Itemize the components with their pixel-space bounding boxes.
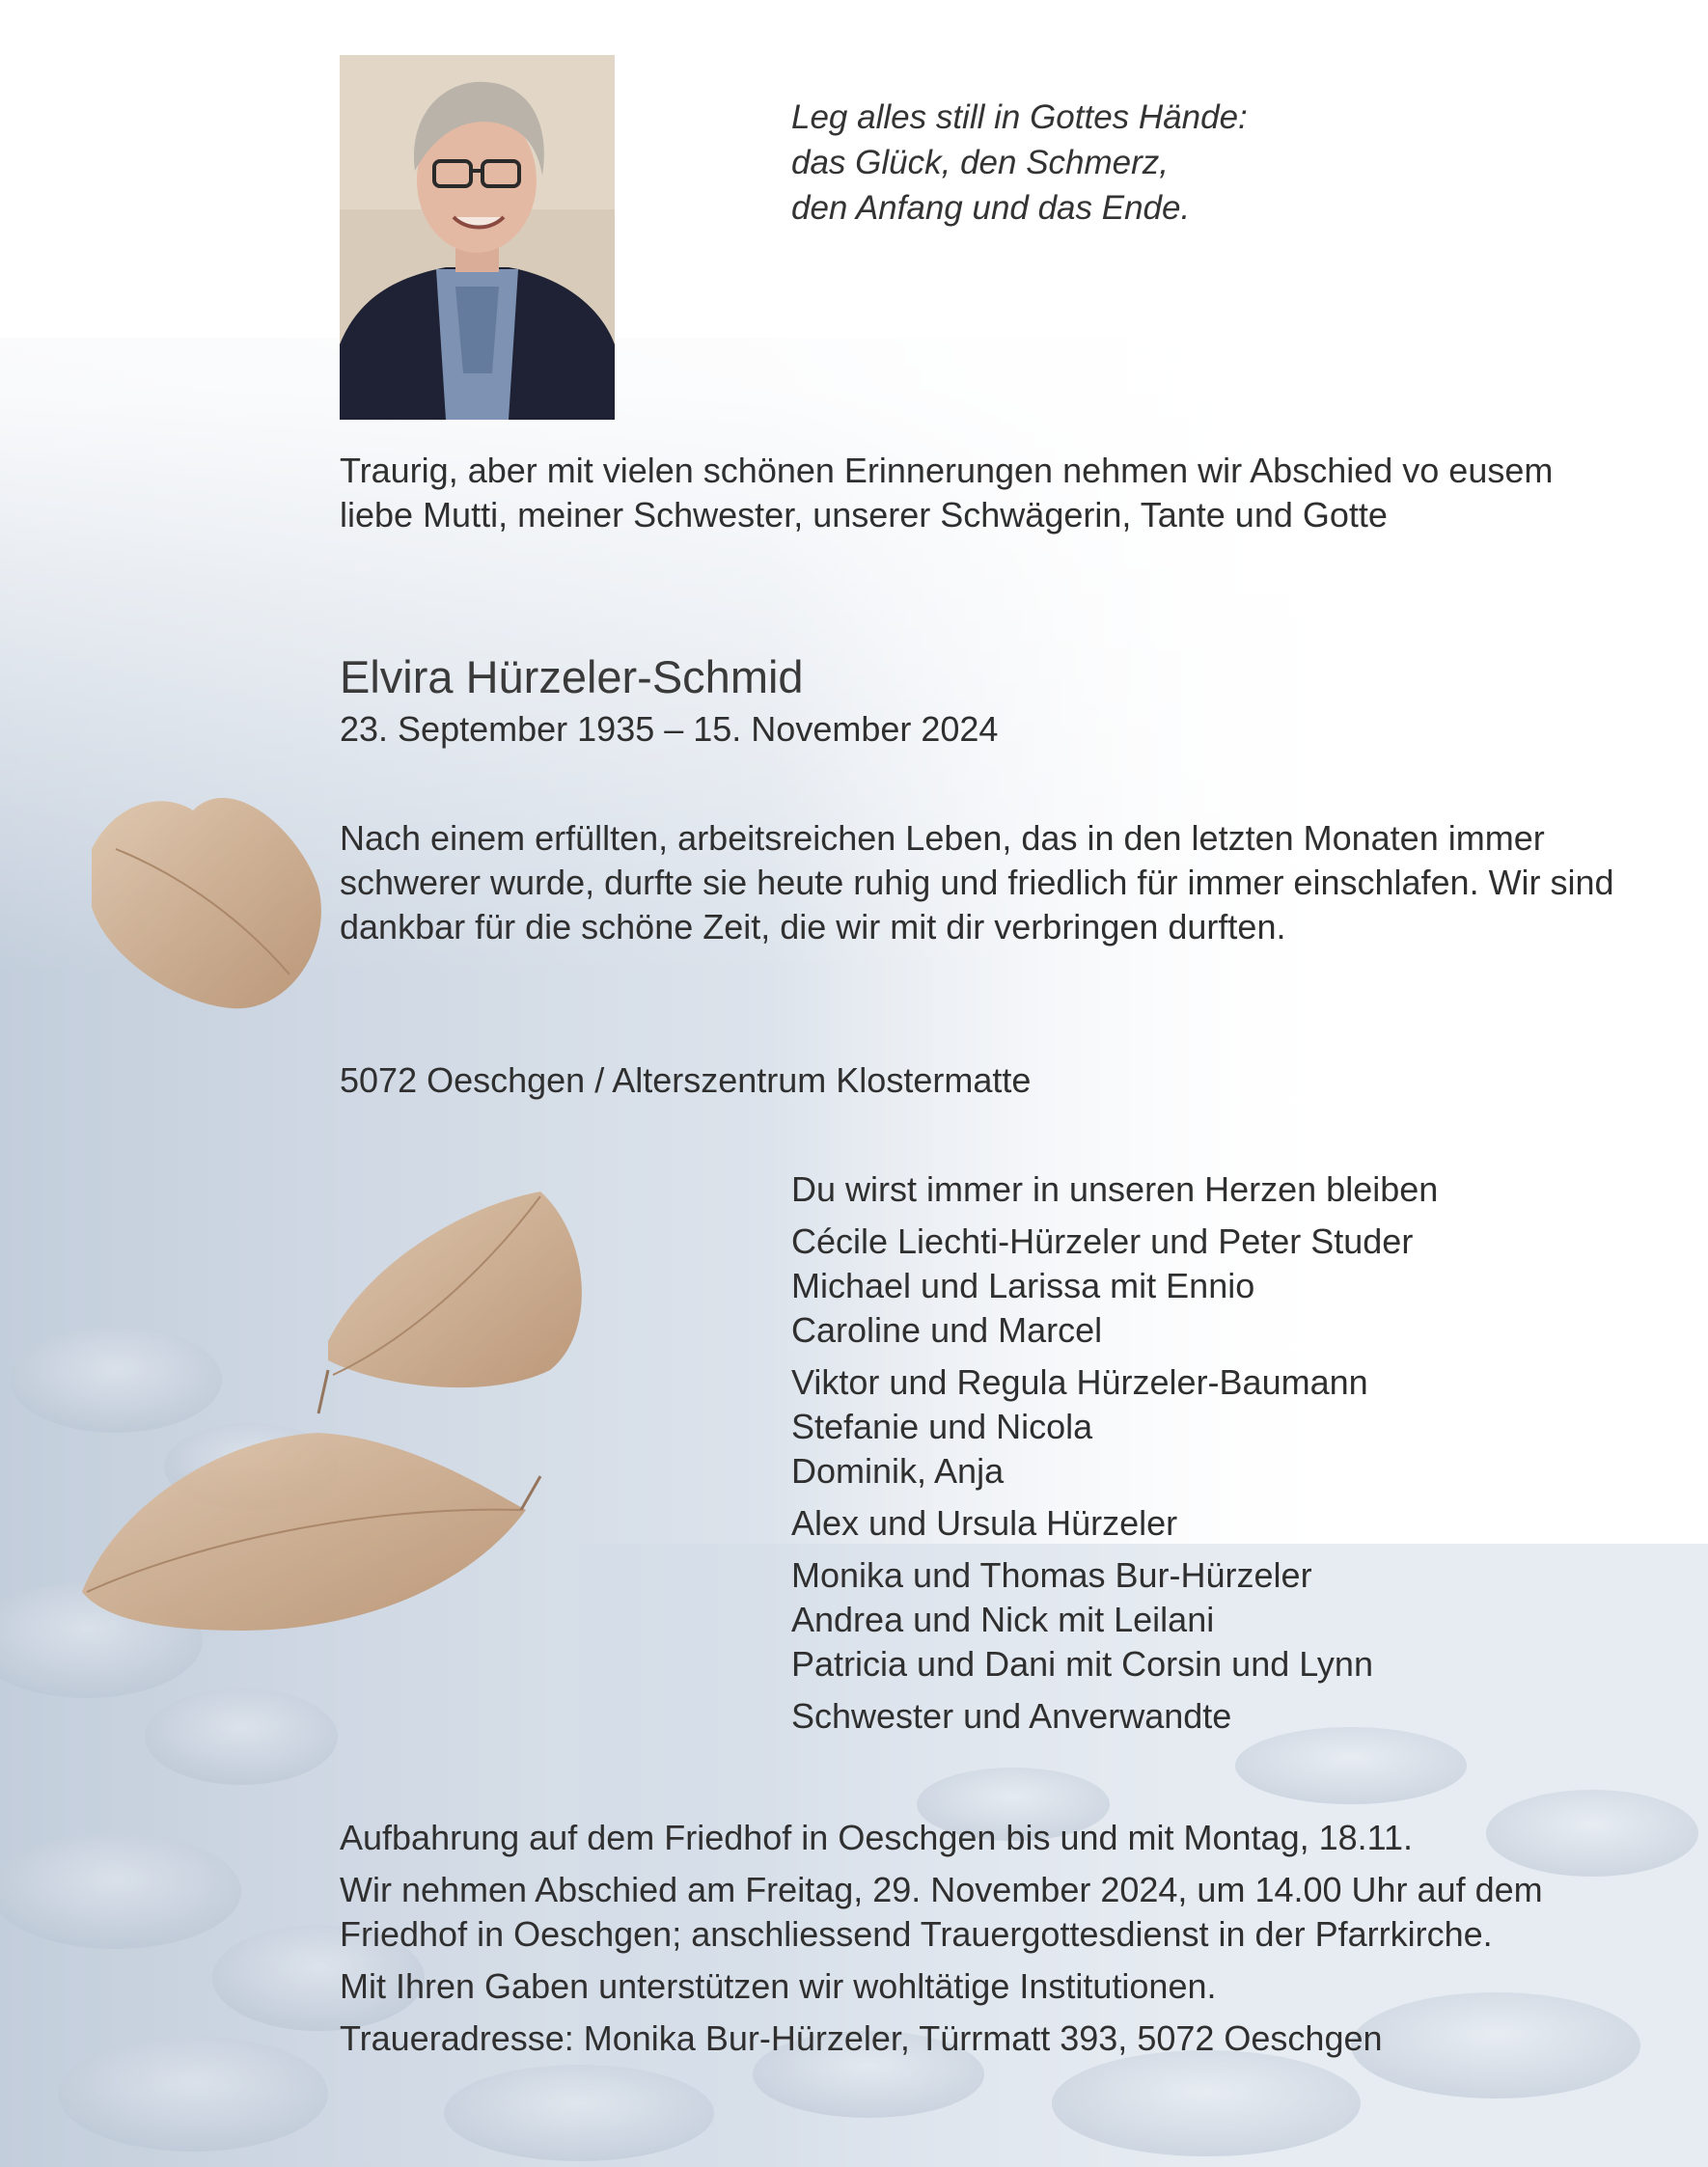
mourner-group	[791, 1553, 1660, 1687]
mourner-group	[791, 1360, 1660, 1494]
mourner-line: Caroline und Marcel	[791, 1310, 1103, 1350]
mourners-heading: Du wirst immer in unseren Herzen bleiben	[791, 1169, 1439, 1209]
mourning-address: Traueradresse: Monika Bur-Hürzeler, Türrmatt 393, 5072 Oeschgen	[340, 2018, 1383, 2058]
mourner-group	[791, 1501, 1660, 1546]
mourner-group	[791, 1220, 1660, 1353]
closing-notes	[340, 1816, 1633, 2069]
life-dates: 23. September 1935 – 15. November 2024	[340, 709, 999, 749]
intro-text: Traurig, aber mit vielen schönen Erinnerungen nehmen wir Abschied vo eusem liebe Mutti, meiner Schwester, unserer Schwägerin, Tante und Gotte	[340, 451, 1554, 535]
motto-line: das Glück, den Schmerz,	[791, 144, 1169, 181]
mourner-line: Alex und Ursula Hürzeler	[791, 1503, 1178, 1543]
mourner-line: Dominik, Anja	[791, 1451, 1005, 1491]
mourner-line: Schwester und Anverwandte	[791, 1696, 1232, 1736]
place-text: 5072 Oeschgen / Alterszentrum Klostermatte	[340, 1060, 1032, 1100]
mourner-line: Cécile Liechti-Hürzeler und Peter Studer	[791, 1221, 1414, 1261]
mourners-list	[791, 1167, 1660, 1746]
portrait-photo	[340, 55, 615, 420]
mourner-line: Viktor und Regula Hürzeler-Baumann	[791, 1362, 1368, 1402]
motto-line: Leg alles still in Gottes Hände:	[791, 98, 1248, 136]
motto-line: den Anfang und das Ende.	[791, 189, 1191, 227]
motto-verse	[791, 95, 1467, 231]
mourner-line: Patricia und Dani mit Corsin und Lynn	[791, 1644, 1373, 1684]
mourner-line: Stefanie und Nicola	[791, 1407, 1093, 1446]
viewing-note: Aufbahrung auf dem Friedhof in Oeschgen bis und mit Montag, 18.11.	[340, 1818, 1414, 1857]
donations-note: Mit Ihren Gaben unterstützen wir wohltätige Institutionen.	[340, 1966, 1217, 2006]
bio-text: Nach einem erfüllten, arbeitsreichen Leben, das in den letzten Monaten immer schwerer wurde, durfte sie heute ruhig und friedlich für immer einschlafen. Wir sind dankbar für die schöne Zeit, die wir mit dir verbringen durften.	[340, 818, 1614, 946]
mourner-group	[791, 1694, 1660, 1739]
mourner-line: Andrea und Nick mit Leilani	[791, 1600, 1215, 1639]
mourner-line: Monika und Thomas Bur-Hürzeler	[791, 1555, 1312, 1595]
deceased-name: Elvira Hürzeler-Schmid	[340, 651, 804, 702]
ceremony-note: Wir nehmen Abschied am Freitag, 29. November 2024, um 14.00 Uhr auf dem Friedhof in Oeschgen; anschliessend Trauergottesdienst in der Pfarrkirche.	[340, 1870, 1543, 1954]
mourner-line: Michael und Larissa mit Ennio	[791, 1266, 1255, 1305]
